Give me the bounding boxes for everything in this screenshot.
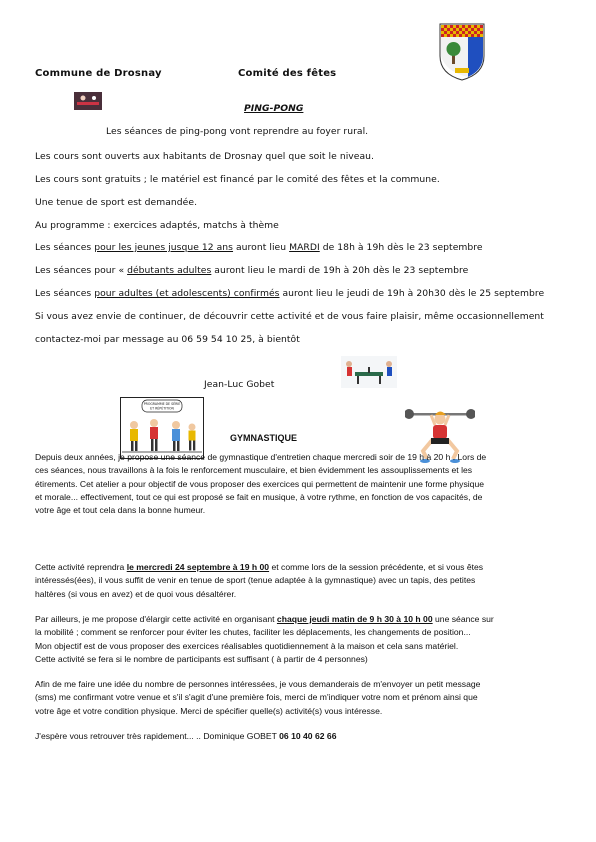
advanced-group: pour adultes (et adolescents) confirmés: [94, 288, 280, 299]
gym-paragraph-2: [35, 561, 575, 601]
pingpong-line-3: Les cours sont gratuits ; le matériel est financé par le comité des fêtes et la commune.: [35, 174, 440, 185]
text-line: Mon objectif est de vous proposer des exercices réalisables quotidiennement à la maison et cela sans matériel.: [35, 640, 459, 651]
text-line: votre âge et tout cela dans la bonne humeur.: [35, 505, 206, 516]
wednesday-start-date: le mercredi 24 septembre à 19 h 00: [126, 562, 270, 572]
gym-paragraph-3: [35, 613, 575, 666]
text-segment: auront lieu: [233, 242, 290, 253]
ping-pong-image-small: [74, 92, 102, 110]
text-segment: de 18h à 19h dès le 23 septembre: [319, 242, 483, 253]
gym-paragraph-4: [35, 678, 575, 718]
coat-of-arms-logo: [438, 22, 486, 82]
comite-name: Comité des fêtes: [238, 68, 337, 79]
pingpong-signature: Jean-Luc Gobet: [204, 379, 275, 390]
text-segment: Par ailleurs, je me propose d'élargir cette activité en organisant: [35, 614, 277, 624]
gym-title: GYMNASTIQUE: [230, 433, 298, 443]
text-line: votre âge et votre condition physique. Merci de spécifier quelle(s) activité(s) vous intéresse.: [35, 705, 383, 716]
gym-cartoon-image: [120, 397, 204, 459]
pingpong-line-2: Les cours sont ouverts aux habitants de Drosnay quel que soit le niveau.: [35, 151, 375, 162]
day-mardi: MARDI: [289, 242, 320, 253]
pingpong-line-8: [35, 288, 544, 299]
pingpong-line-5: Au programme : exercices adaptés, matchs à thème: [35, 220, 279, 231]
text-segment: une séance sur: [432, 614, 494, 624]
gym-paragraph-1: [35, 451, 575, 517]
beginners-group: débutants adultes: [127, 265, 212, 276]
pingpong-line-4: Une tenue de sport est demandée.: [35, 197, 198, 208]
pingpong-line-7: [35, 265, 468, 276]
text-line: Afin de me faire une idée du nombre de personnes intéressées, je vous demanderais de m'envoyer un petit message: [35, 679, 481, 689]
text-line: (sms) me confirmant votre venue et s'il s'agit d'une première fois, merci de m'indiquer votre nom et prénom ainsi que: [35, 692, 478, 703]
youth-group: pour les jeunes jusque 12 ans: [94, 242, 234, 253]
text-line: [35, 561, 575, 574]
pingpong-line-1: Les séances de ping-pong vont reprendre au foyer rural.: [106, 126, 369, 137]
commune-name: Commune de Drosnay: [35, 68, 162, 79]
ping-pong-title: PING-PONG: [244, 103, 304, 114]
text-line: intéressés(ées), il vous suffit de venir en tenue de sport (tenue adaptée à la gymnastique) avec un tapis, des petites: [35, 575, 476, 586]
cartoon-caption-line-1: PROGRAMME DE SÉRIE: [143, 402, 181, 406]
text-segment: Les séances: [35, 242, 95, 253]
gym-closing: [35, 730, 575, 743]
cartoon-caption-line-2: ET RÉPÉTITION: [150, 406, 174, 411]
text-line: et morale... effectivement, tout ce qui est proposé se fait en musique, à votre rythme, en fonction de vos capacités, de: [35, 491, 483, 502]
text-segment: Les séances pour «: [35, 265, 128, 276]
pingpong-line-10: contactez-moi par message au 06 59 54 10 25, à bientôt: [35, 334, 300, 345]
text-line: [35, 730, 575, 743]
ping-pong-table-image: [341, 356, 397, 388]
text-line: Cette activité se fera si le nombre de participants est suffisant ( à partir de 4 personnes): [35, 653, 368, 664]
text-segment: Les séances: [35, 288, 95, 299]
text-segment: auront lieu le jeudi de 19h à 20h30 dès le 25 septembre: [279, 288, 545, 299]
pingpong-line-9: Si vous avez envie de continuer, de découvrir cette activité et de vous faire plaisir, même occasionnellement: [35, 311, 544, 322]
text-line: Depuis deux années, je propose une séance de gymnastique d'entretien chaque mercredi soir de 19 h à 20 h . Lors de: [35, 452, 487, 462]
text-line: la mobilité ; comment se renforcer pour éviter les chutes, faciliter les déplacements, les changements de position...: [35, 627, 471, 638]
contact-phone: 06 10 40 62 66: [279, 731, 337, 741]
pingpong-line-6: [35, 242, 483, 253]
text-line: haltères (si vous en avez) et de quoi vous désaltérer.: [35, 588, 237, 599]
text-line: étirements. Cet atelier a pour objectif de vous proposer des exercices qui permettent de maintenir une forme physique: [35, 478, 485, 489]
text-line: ces séances, nous travaillons à la fois le renforcement musculaire, et bien évidemment les assouplissements et les: [35, 465, 473, 476]
text-segment: Cette activité reprendra: [35, 562, 127, 572]
thursday-schedule: chaque jeudi matin de 9 h 30 à 10 h 00: [276, 614, 433, 624]
text-line: [35, 613, 575, 626]
text-segment: et comme lors de la session précédente, et si vous êtes: [269, 562, 484, 572]
text-segment: J'espère vous retrouver très rapidement... .. Dominique GOBET: [35, 731, 280, 741]
text-segment: auront lieu le mardi de 19h à 20h dès le 23 septembre: [211, 265, 469, 276]
